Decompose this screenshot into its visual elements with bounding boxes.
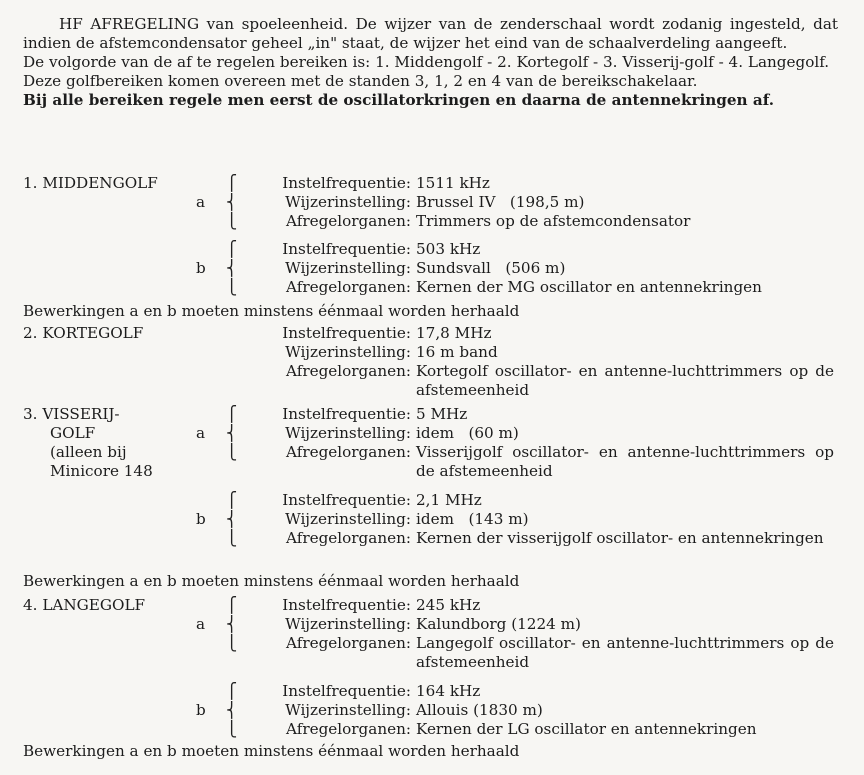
key-organs: Afregelorganen:	[286, 529, 411, 547]
value-dial: idem (60 m)	[416, 424, 519, 442]
key-organs: Afregelorganen:	[286, 634, 411, 652]
value-organs: Kernen der visserijgolf oscillator- en antennekringen	[416, 529, 824, 547]
brace: ⎧ ⎨ ⎩	[226, 682, 238, 738]
key-dial: Wijzerinstelling:	[285, 701, 411, 719]
value-dial: Sundsvall (506 m)	[416, 259, 566, 277]
key-organs: Afregelorganen:	[286, 278, 411, 296]
value-freq: 503 kHz	[416, 240, 481, 258]
key-freq: Instelfrequentie:	[282, 174, 411, 192]
brace: ⎧ ⎨ ⎩	[226, 491, 238, 547]
sub-label-b: b	[196, 510, 206, 528]
sub-label-b: b	[196, 259, 206, 277]
value-freq: 1511 kHz	[416, 174, 490, 192]
value-dial: 16 m band	[416, 343, 498, 361]
value-dial: Kalundborg (1224 m)	[416, 615, 581, 633]
key-organs: Afregelorganen:	[286, 212, 411, 230]
key-organs: Afregelorganen:	[286, 443, 411, 461]
value-freq: 5 MHz	[416, 405, 468, 423]
value-freq: 245 kHz	[416, 596, 481, 614]
section-label-line-1: 3. VISSERIJ-	[23, 405, 120, 423]
brace: ⎧ ⎨ ⎩	[226, 405, 238, 461]
sub-label-a: a	[196, 615, 206, 633]
section-label-line-4: Minicore 148	[50, 462, 153, 480]
sub-label-b: b	[196, 701, 206, 719]
key-dial: Wijzerinstelling:	[285, 343, 411, 361]
intro-paragraph-3: Deze golfbereiken komen overeen met de standen 3, 1, 2 en 4 van de bereikschakelaar.	[23, 72, 698, 90]
sub-label-a: a	[196, 193, 206, 211]
value-dial: Brussel IV (198,5 m)	[416, 193, 585, 211]
key-dial: Wijzerinstelling:	[285, 615, 411, 633]
key-dial: Wijzerinstelling:	[285, 193, 411, 211]
key-freq: Instelfrequentie:	[282, 240, 411, 258]
intro-heading: HF AFREGELING	[59, 15, 200, 33]
brace: ⎧ ⎨ ⎩	[226, 174, 238, 230]
brace: ⎧ ⎨ ⎩	[226, 596, 238, 652]
intro-paragraph-4: Bij alle bereiken regele men eerst de oscillatorkringen en daarna de antennekringen af.	[23, 91, 775, 109]
intro-text	[23, 15, 838, 110]
key-organs: Afregelorganen:	[286, 720, 411, 738]
value-organs: Langegolf oscillator- en antenne-luchttrimmers op de afstemeenheid	[416, 634, 834, 671]
repeat-note: Bewerkingen a en b moeten minstens éénmaal worden herhaald	[23, 742, 520, 760]
key-freq: Instelfrequentie:	[282, 682, 411, 700]
section-label: 1. MIDDENGOLF	[23, 174, 158, 192]
key-freq: Instelfrequentie:	[282, 405, 411, 423]
value-organs: Visserijgolf oscillator- en antenne-luchttrimmers op de afstemeenheid	[416, 443, 834, 480]
section-label: 4. LANGEGOLF	[23, 596, 146, 614]
value-organs: Kortegolf oscillator- en antenne-luchttrimmers op de afstemeenheid	[416, 362, 834, 399]
repeat-note: Bewerkingen a en b moeten minstens éénmaal worden herhaald	[23, 572, 520, 590]
repeat-note: Bewerkingen a en b moeten minstens éénmaal worden herhaald	[23, 302, 520, 320]
value-organs: Trimmers op de afstemcondensator	[416, 212, 691, 230]
key-freq: Instelfrequentie:	[282, 596, 411, 614]
section-label-line-2: GOLF	[50, 424, 96, 442]
key-dial: Wijzerinstelling:	[285, 424, 411, 442]
section-label-line-3: (alleen bij	[50, 443, 127, 461]
intro-paragraph-1: HF AFREGELING van spoeleenheid. De wijzer van de zenderschaal wordt zodanig ingesteld, dat indien de afstemcondensator geheel „in" staat, de wijzer het eind van de schaalverdeling aangeeft.	[23, 15, 838, 52]
section-label: 2. KORTEGOLF	[23, 324, 144, 342]
key-freq: Instelfrequentie:	[282, 491, 411, 509]
sub-label-a: a	[196, 424, 206, 442]
value-organs: Kernen der LG oscillator en antennekringen	[416, 720, 757, 738]
value-organs: Kernen der MG oscillator en antennekringen	[416, 278, 762, 296]
value-dial: Allouis (1830 m)	[416, 701, 543, 719]
intro-paragraph-2: De volgorde van de af te regelen bereiken is: 1. Middengolf - 2. Kortegolf - 3. Visserij-golf - 4. Langegolf.	[23, 53, 830, 71]
brace: ⎧ ⎨ ⎩	[226, 240, 238, 296]
value-freq: 164 kHz	[416, 682, 481, 700]
key-dial: Wijzerinstelling:	[285, 259, 411, 277]
value-dial: idem (143 m)	[416, 510, 529, 528]
value-freq: 2,1 MHz	[416, 491, 482, 509]
key-freq: Instelfrequentie:	[282, 324, 411, 342]
value-freq: 17,8 MHz	[416, 324, 492, 342]
key-organs: Afregelorganen:	[286, 362, 411, 380]
key-dial: Wijzerinstelling:	[285, 510, 411, 528]
